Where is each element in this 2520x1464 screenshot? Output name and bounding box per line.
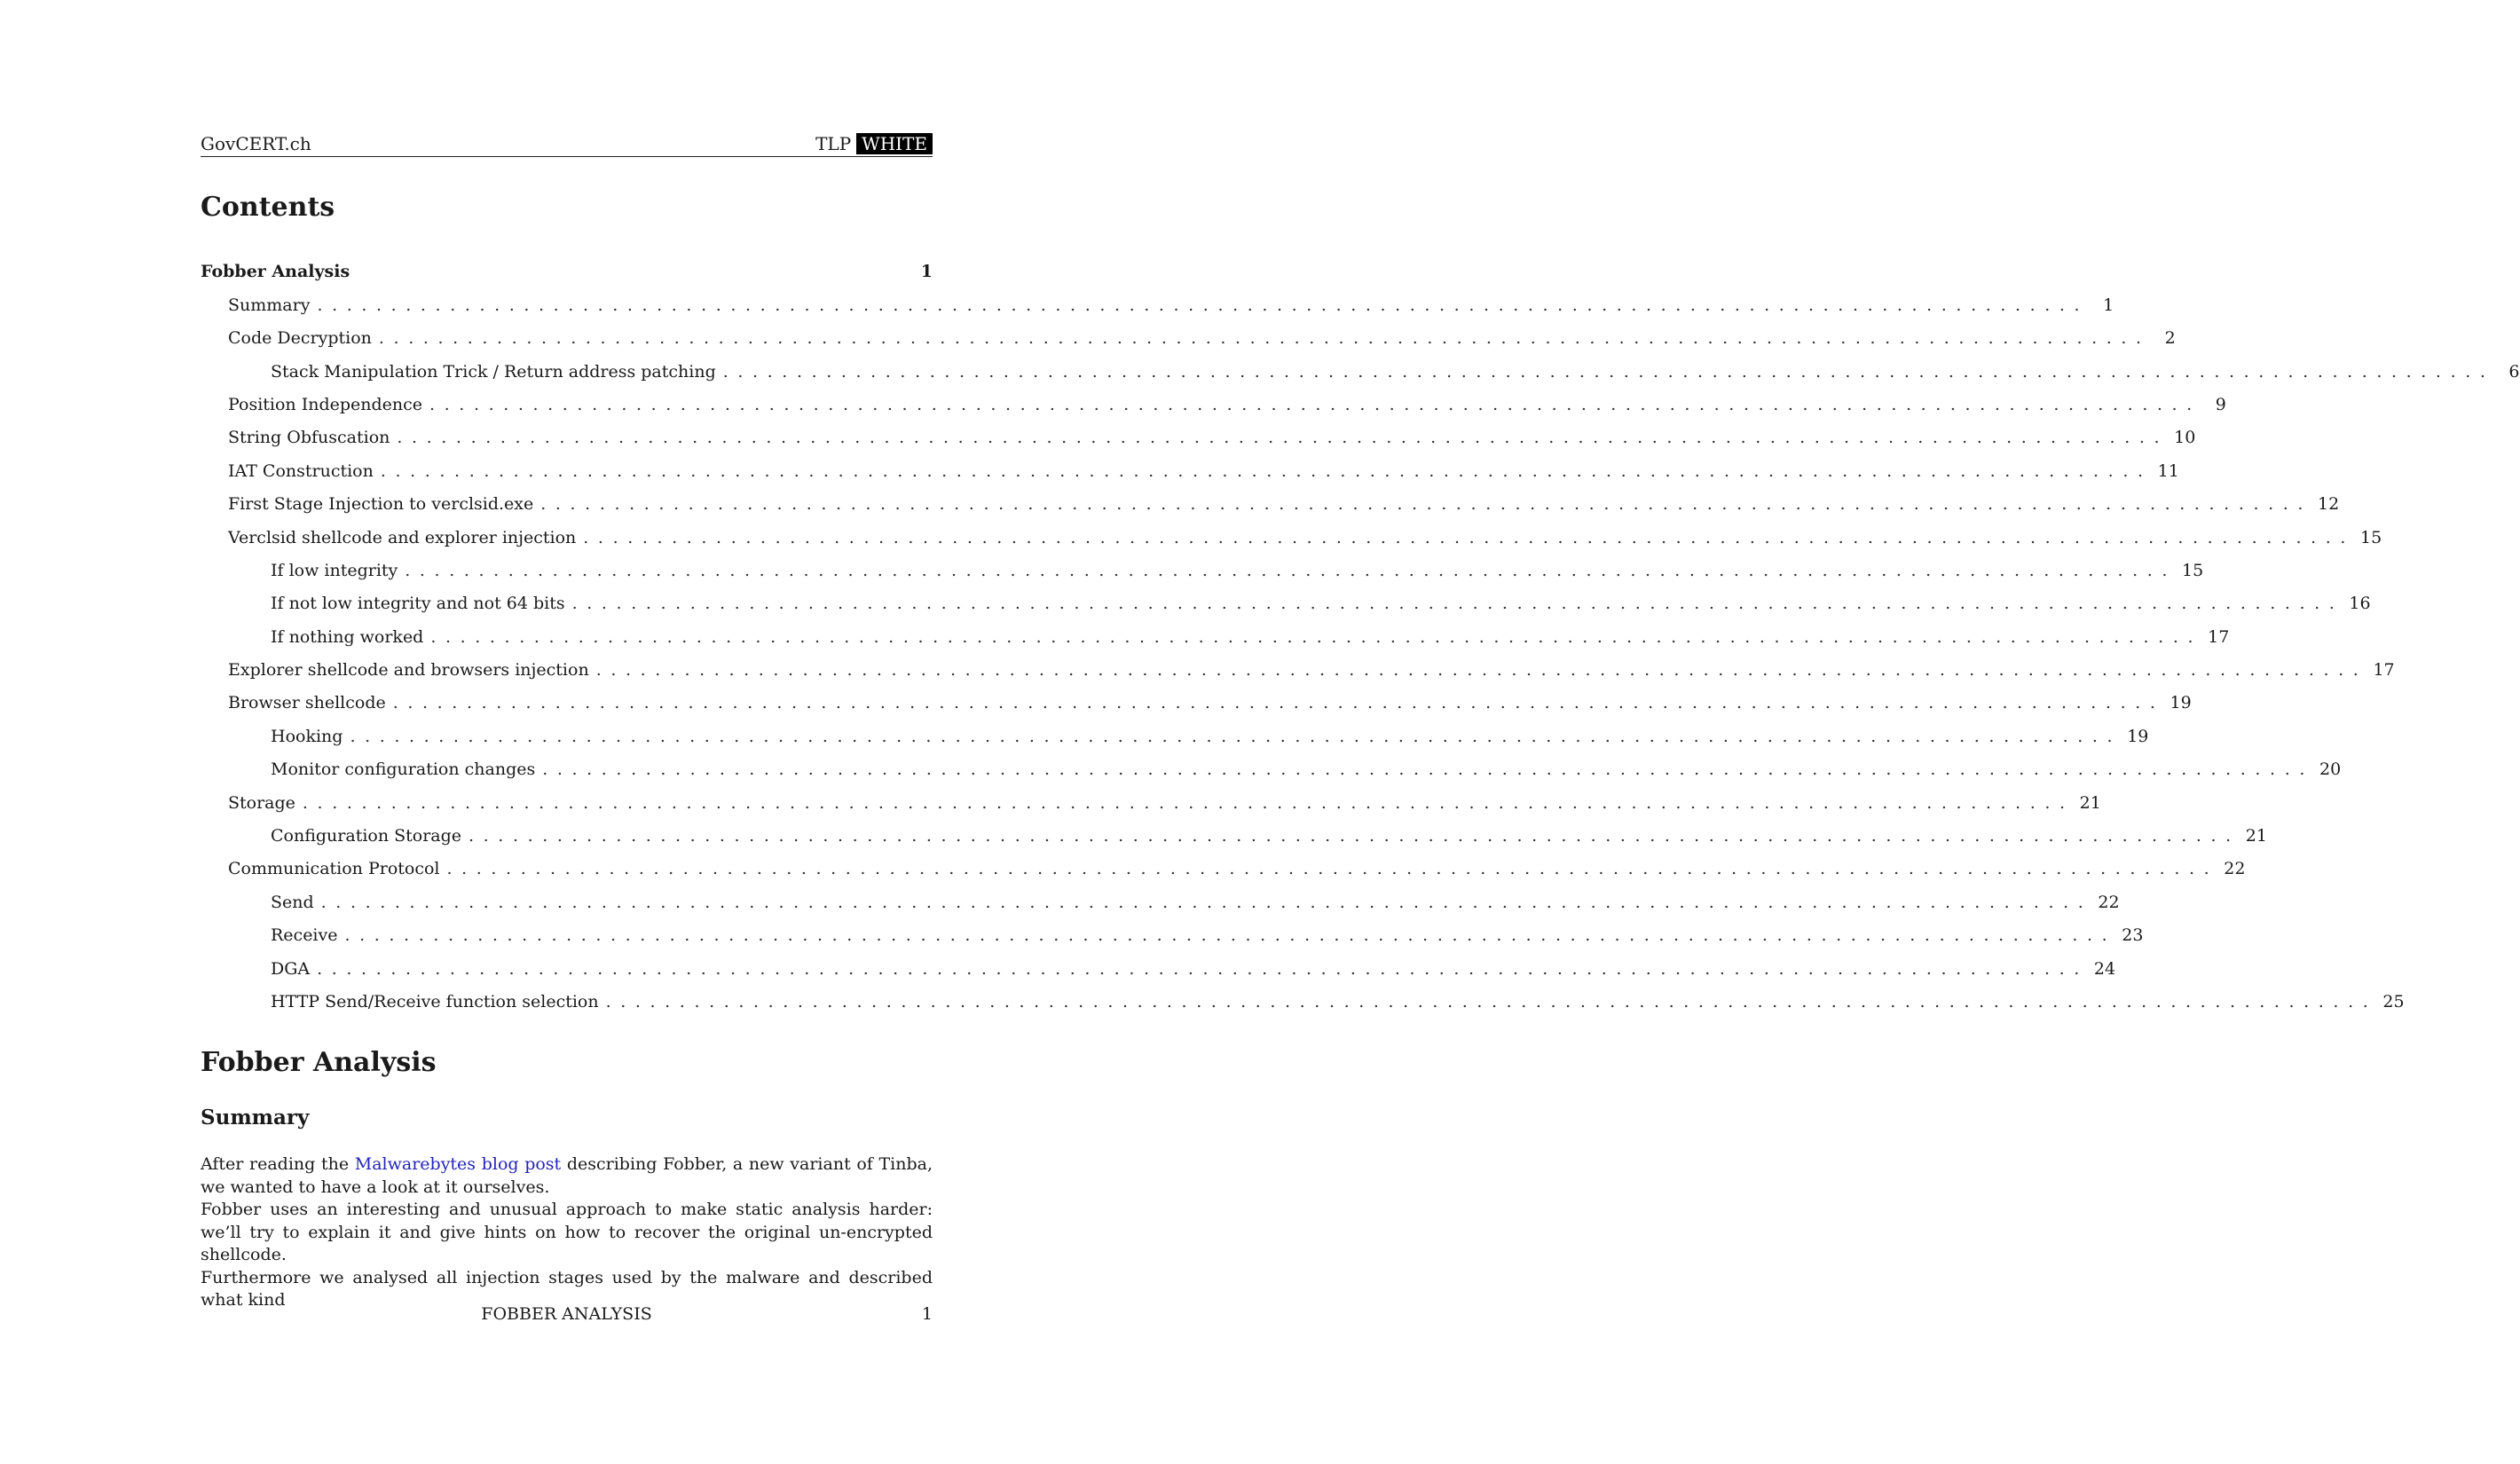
toc-entry[interactable]: [201, 547, 2204, 580]
toc-entry-title: IAT Construction: [228, 460, 374, 481]
toc-dot-leader: ........................................................................................................................: [542, 760, 2314, 780]
toc-entry[interactable]: [201, 481, 2340, 515]
toc-entry[interactable]: [201, 514, 2382, 547]
toc-entry-page: 16: [2349, 594, 2371, 614]
toc-entry-title: First Stage Injection to verclsid.exe: [228, 494, 534, 515]
tlp-level-badge: WHITE: [856, 133, 933, 154]
toc-entry[interactable]: [201, 712, 2149, 746]
toc-dot-leader: ........................................................................................................................: [429, 394, 2201, 414]
toc-dot-leader: ........................................................................................................................: [317, 295, 2090, 315]
toc-entry-page: 15: [2182, 560, 2204, 580]
toc-entry-page: 22: [2224, 859, 2246, 879]
page-number: 1: [921, 1304, 933, 1324]
tlp-label: TLP: [815, 133, 852, 154]
toc-entry[interactable]: [201, 680, 2192, 713]
toc-entry-page: 9: [2215, 394, 2226, 414]
toc-dot-leader: ........................................................................................................................: [405, 560, 2177, 580]
summary-text: [201, 1153, 933, 1312]
toc-entry-page: 24: [2093, 958, 2116, 979]
toc-dot-leader: ........................................................................................................................: [344, 925, 2117, 946]
toc-entry[interactable]: [201, 348, 2520, 382]
toc-entry-page: 17: [2373, 660, 2395, 681]
page-header: [201, 130, 933, 157]
toc-dot-leader: ........................................................................................................................: [722, 361, 2495, 382]
toc-entry[interactable]: [201, 912, 2144, 946]
toc-dot-leader: ........................................................................................................................: [302, 792, 2075, 813]
toc-dot-leader: ........................................................................................................................: [605, 991, 2378, 1011]
toc-entry-page: 20: [2319, 760, 2342, 780]
section-heading: Fobber Analysis: [201, 1047, 437, 1078]
malwarebytes-blog-link[interactable]: Malwarebytes blog post: [354, 1154, 562, 1174]
toc-entry-title: Send: [271, 892, 314, 912]
toc-entry-title: DGA: [271, 958, 311, 979]
toc-entry-page: 19: [2170, 693, 2192, 713]
toc-entry[interactable]: [201, 315, 2176, 349]
toc-entry-page: 19: [2127, 726, 2149, 746]
toc-entry-title: Storage: [228, 792, 295, 813]
toc-entry-title: If low integrity: [271, 560, 398, 580]
toc-entry[interactable]: [201, 779, 2101, 813]
footer-title: FOBBER ANALYSIS: [481, 1304, 652, 1324]
toc-entry[interactable]: [201, 813, 2267, 846]
toc-entry-page: 23: [2122, 925, 2144, 946]
toc-dot-leader: ........................................................................................................................: [320, 892, 2093, 912]
toc-dot-leader: ........................................................................................................................: [430, 626, 2203, 647]
toc-entry-title: If nothing worked: [271, 626, 424, 647]
toc-entry[interactable]: [201, 447, 2179, 481]
toc-entry-title: Receive: [271, 925, 338, 946]
toc-entry-title: Verclsid shellcode and explorer injection: [228, 527, 577, 547]
toc-entry-title: Fobber Analysis: [201, 262, 350, 282]
toc-entry-page: 12: [2318, 494, 2340, 515]
page-footer: [201, 1304, 933, 1327]
toc-entry[interactable]: [201, 979, 2405, 1011]
toc-entry[interactable]: [201, 613, 2230, 647]
toc-dot-leader: ........................................................................................................................: [595, 660, 2368, 681]
toc-entry[interactable]: [201, 382, 2226, 414]
toc-entry-title: HTTP Send/Receive function selection: [271, 991, 599, 1011]
toc-dot-leader: ........................................................................................................................: [397, 428, 2170, 448]
toc-entry[interactable]: [201, 846, 2246, 879]
toc-entry[interactable]: [201, 945, 2116, 979]
toc-entry-page: 21: [2245, 826, 2267, 846]
paragraph: Furthermore we analysed all injection stages used by the malware and described what kind: [201, 1267, 933, 1310]
paragraph: [201, 1153, 933, 1199]
toc-entry-title: If not low integrity and not 64 bits: [271, 594, 565, 614]
toc-dot-leader: ........................................................................................................................: [392, 693, 2165, 713]
toc-entry[interactable]: [201, 580, 2371, 614]
toc-entry-page: 1: [920, 262, 933, 282]
paragraph-text: describing Fobber, a new variant of Tinba, we wanted to have a look at it ourselves.: [201, 1154, 933, 1197]
toc-entry-page: 11: [2157, 460, 2179, 481]
toc-entry-title: Configuration Storage: [271, 826, 462, 846]
toc-entry[interactable]: [201, 647, 2395, 681]
toc-entry-page: 2: [2164, 328, 2176, 349]
toc-entry-title: Hooking: [271, 726, 343, 746]
toc-entry-page: 1: [2103, 295, 2114, 315]
tlp-marking: [815, 133, 933, 154]
toc-entry-page: 22: [2098, 892, 2120, 912]
toc-dot-leader: ........................................................................................................................: [380, 460, 2153, 481]
toc-entry-page: 25: [2382, 991, 2405, 1011]
toc-entry-title: Stack Manipulation Trick / Return address patching: [271, 361, 716, 382]
toc-entry[interactable]: [201, 878, 2120, 912]
toc-entry[interactable]: [201, 248, 933, 281]
subsection-heading: Summary: [201, 1106, 310, 1129]
toc-dot-leader: ........................................................................................................................: [378, 328, 2151, 349]
table-of-contents: [201, 248, 2520, 1011]
toc-entry-title: Code Decryption: [228, 328, 372, 349]
toc-entry-page: 15: [2360, 527, 2382, 547]
document-page: [201, 0, 2520, 1464]
contents-heading: Contents: [201, 192, 335, 223]
toc-entry-title: Monitor configuration changes: [271, 760, 536, 780]
toc-entry-page: 21: [2079, 792, 2101, 813]
toc-entry[interactable]: [201, 414, 2196, 448]
toc-entry-title: String Obfuscation: [228, 428, 390, 448]
toc-entry-page: 6: [2508, 361, 2520, 382]
toc-dot-leader: ........................................................................................................................: [350, 726, 2122, 746]
paragraph: Fobber uses an interesting and unusual approach to make static analysis harder: we’ll try to explain it and give hints on how to recover the original un-encrypted shellcode.: [201, 1200, 933, 1264]
toc-entry-title: Browser shellcode: [228, 693, 386, 713]
toc-dot-leader: ........................................................................................................................: [571, 594, 2344, 614]
header-org: GovCERT.ch: [201, 133, 311, 154]
toc-entry-page: 17: [2208, 626, 2230, 647]
toc-entry[interactable]: [201, 746, 2342, 780]
toc-entry[interactable]: [201, 281, 2114, 315]
toc-entry-page: 10: [2174, 428, 2196, 448]
paragraph-text: After reading the: [201, 1154, 355, 1174]
toc-entry-title: Summary: [228, 295, 311, 315]
toc-dot-leader: ........................................................................................................................: [317, 958, 2089, 979]
toc-entry-title: Position Independence: [228, 394, 423, 414]
toc-entry-title: Communication Protocol: [228, 859, 440, 879]
toc-dot-leader: ........................................................................................................................: [583, 527, 2356, 547]
toc-dot-leader: ........................................................................................................................: [540, 494, 2313, 515]
toc-entry-title: Explorer shellcode and browsers injection: [228, 660, 589, 681]
toc-dot-leader: ........................................................................................................................: [446, 859, 2219, 879]
toc-dot-leader: ........................................................................................................................: [469, 826, 2240, 846]
